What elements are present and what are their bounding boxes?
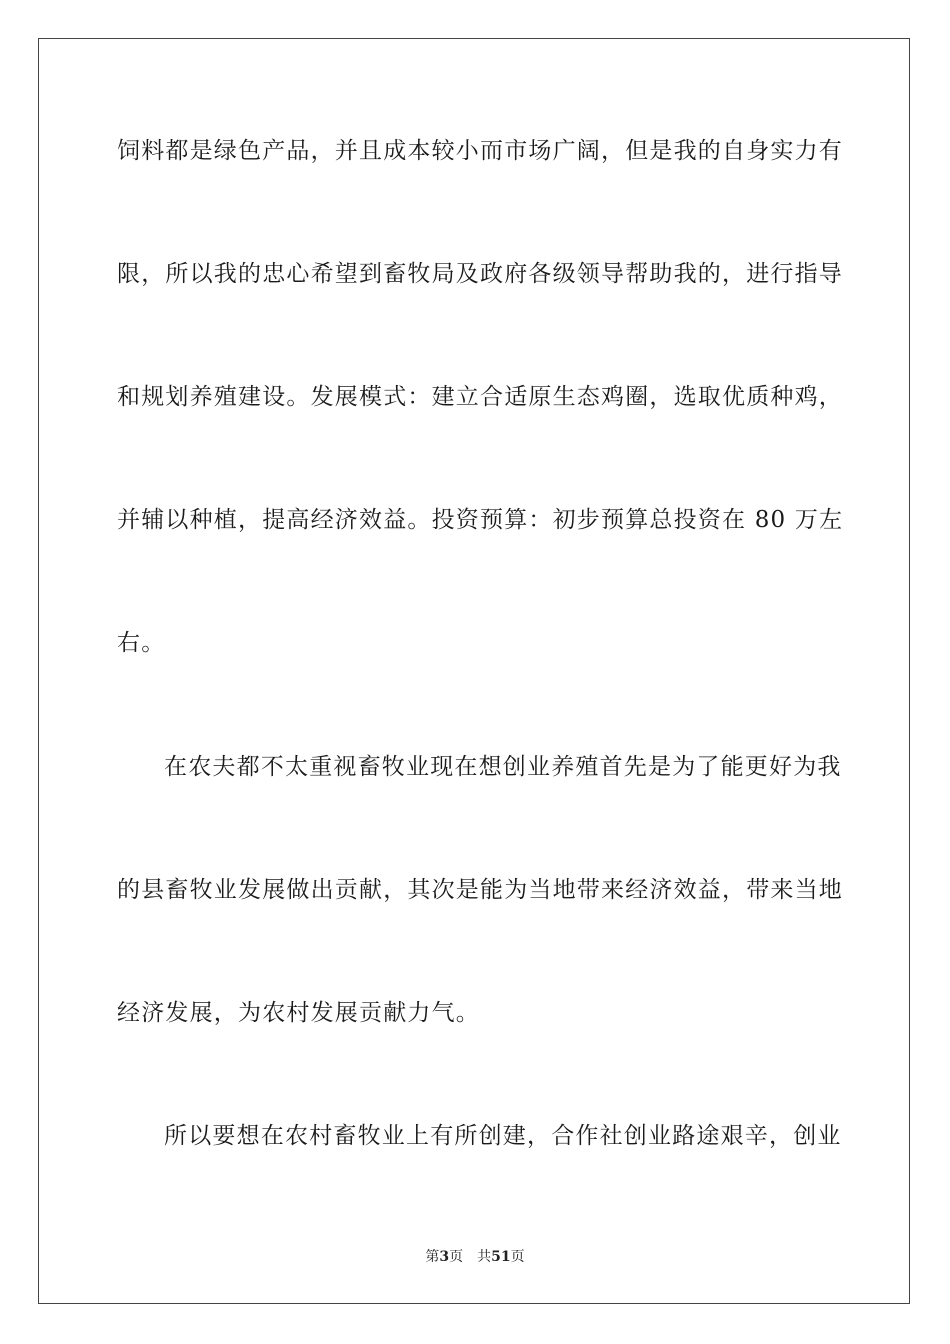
- page-number-suffix: 页: [449, 1249, 464, 1265]
- current-page-number: 3: [439, 1249, 450, 1265]
- text-line: 饲料都是绿色产品，并且成本较小而市场广阔，但是我的自身实力有: [117, 138, 843, 164]
- text-line: 经济发展，为农村发展贡献力气。: [117, 1000, 480, 1026]
- page-footer: [0, 1248, 950, 1266]
- total-pages-prefix: 共: [477, 1249, 492, 1265]
- text-line: 和规划养殖建设。发展模式：建立合适原生态鸡圈，选取优质种鸡，: [117, 384, 843, 410]
- text-line: 并辅以种植，提高经济效益。投资预算：初步预算总投资在 80 万左: [117, 507, 844, 533]
- total-pages-number: 51: [491, 1249, 511, 1265]
- text-line: 限，所以我的忠心希望到畜牧局及政府各级领导帮助我的，进行指导: [117, 261, 843, 287]
- page-number-prefix: 第: [425, 1249, 440, 1265]
- page-border: [38, 38, 910, 1304]
- text-line: 的县畜牧业发展做出贡献，其次是能为当地带来经济效益，带来当地: [117, 877, 843, 903]
- text-line: 右。: [117, 630, 166, 656]
- total-pages-suffix: 页: [510, 1249, 525, 1265]
- paragraph-first-line: 在农夫都不太重视畜牧业现在想创业养殖首先是为了能更好为我: [164, 754, 842, 780]
- paragraph-first-line: 所以要想在农村畜牧业上有所创建，合作社创业路途艰辛，创业: [164, 1123, 842, 1149]
